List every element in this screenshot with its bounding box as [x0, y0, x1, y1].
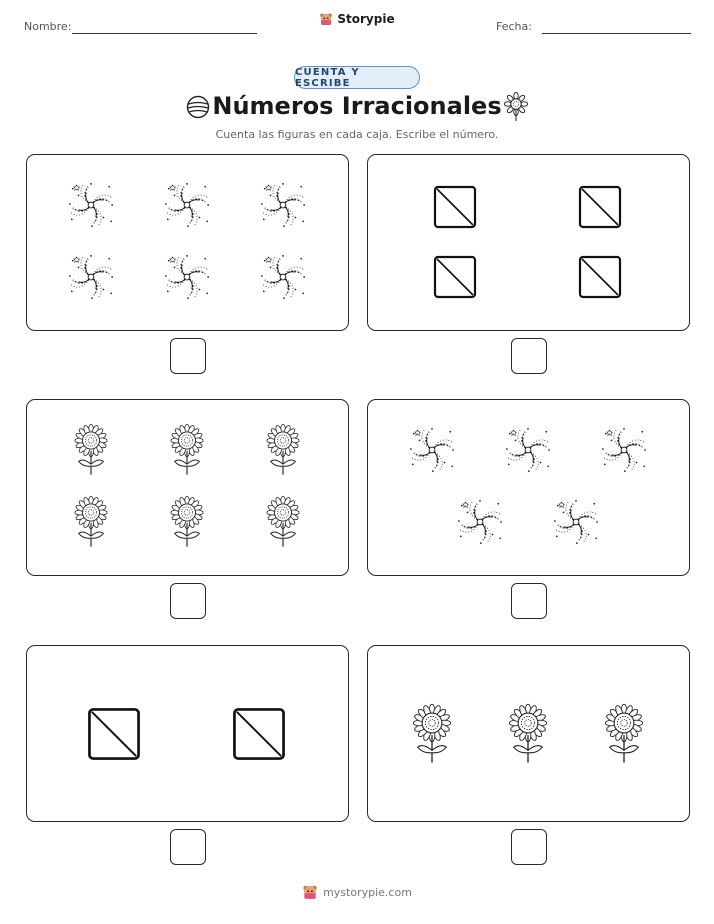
- footer-url[interactable]: mystorypie.com: [323, 885, 412, 899]
- count-panel: [26, 399, 349, 576]
- square-icon: [87, 707, 141, 761]
- mascot-icon: [319, 12, 333, 26]
- answer-box[interactable]: [511, 583, 547, 619]
- galaxy-icon: [456, 498, 504, 546]
- square-icon: [578, 185, 622, 229]
- sunflower-title-icon: [504, 92, 528, 122]
- galaxy-icon: [600, 426, 648, 474]
- date-label: Fecha:: [496, 20, 532, 33]
- brand-name: Storypie: [337, 12, 395, 26]
- count-panel: [26, 154, 349, 331]
- square-icon: [433, 185, 477, 229]
- count-panel: [367, 645, 690, 822]
- galaxy-icon: [163, 253, 211, 301]
- sunflower-icon: [602, 700, 646, 768]
- sunflower-icon: [264, 494, 302, 550]
- sunflower-icon: [264, 422, 302, 478]
- instructions: Cuenta las figuras en cada caja. Escribe el número.: [215, 128, 499, 141]
- galaxy-icon: [408, 426, 456, 474]
- date-line[interactable]: [542, 33, 691, 34]
- square-icon: [433, 255, 477, 299]
- page-title: Números Irracionales: [212, 92, 502, 120]
- sunflower-icon: [168, 422, 206, 478]
- sunflower-icon: [72, 494, 110, 550]
- count-panel: [367, 154, 690, 331]
- brand-logo: [0, 12, 714, 26]
- galaxy-icon: [552, 498, 600, 546]
- count-panel: [26, 645, 349, 822]
- galaxy-icon: [504, 426, 552, 474]
- answer-box[interactable]: [170, 338, 206, 374]
- square-icon: [232, 707, 286, 761]
- footer: [0, 884, 714, 900]
- count-panel: [367, 399, 690, 576]
- square-icon: [578, 255, 622, 299]
- name-line[interactable]: [72, 33, 257, 34]
- sunflower-icon: [506, 700, 550, 768]
- galaxy-icon: [67, 253, 115, 301]
- galaxy-icon: [163, 181, 211, 229]
- galaxy-icon: [259, 253, 307, 301]
- answer-box[interactable]: [511, 338, 547, 374]
- sunflower-icon: [410, 700, 454, 768]
- answer-box[interactable]: [511, 829, 547, 865]
- galaxy-icon: [259, 181, 307, 229]
- sunflower-icon: [168, 494, 206, 550]
- name-label: Nombre:: [24, 20, 72, 33]
- galaxy-icon: [67, 181, 115, 229]
- answer-box[interactable]: [170, 583, 206, 619]
- sunflower-icon: [72, 422, 110, 478]
- answer-box[interactable]: [170, 829, 206, 865]
- footer-mascot-icon: [302, 884, 318, 900]
- activity-badge: CUENTA Y ESCRIBE: [294, 66, 420, 89]
